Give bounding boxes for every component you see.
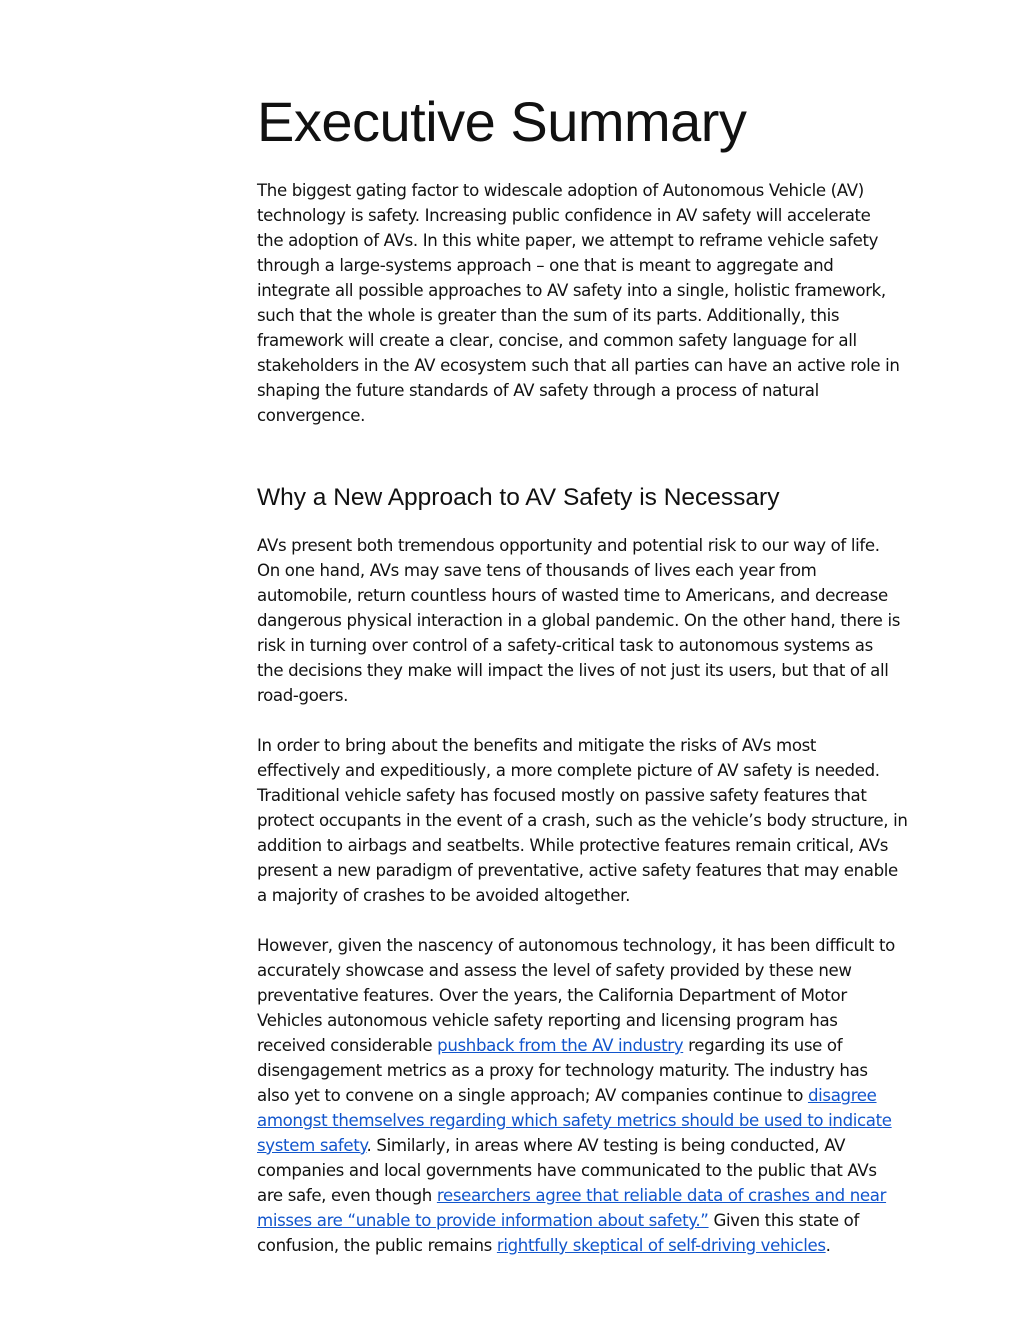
text-line: automobile, return countless hours of wasted time to Americans, and decrease (257, 586, 888, 605)
text-line: AVs present both tremendous opportunity and potential risk to our way of life. (257, 536, 880, 555)
body-paragraph-nascency (257, 933, 895, 1258)
text-line: the adoption of AVs. In this white paper, we attempt to reframe vehicle safety (257, 231, 879, 250)
text-line: In order to bring about the benefits and mitigate the risks of AVs most (257, 736, 817, 755)
text-line: Traditional vehicle safety has focused mostly on passive safety features that (257, 786, 867, 805)
link-disagree-safety-metrics[interactable]: system safety (257, 1136, 367, 1155)
text-line: such that the whole is greater than the sum of its parts. Additionally, this (257, 306, 840, 325)
text-fragment: Given this state of (708, 1211, 859, 1230)
text-line: The biggest gating factor to widescale adoption of Autonomous Vehicle (AV) (257, 181, 864, 200)
text-line: framework will create a clear, concise, and common safety language for all (257, 331, 857, 350)
text-line: the decisions they make will impact the lives of not just its users, but that of all (257, 661, 889, 680)
text-line: risk in turning over control of a safety-critical task to autonomous systems as (257, 636, 873, 655)
text-line: dangerous physical interaction in a global pandemic. On the other hand, there is (257, 611, 901, 630)
text-fragment: also yet to convene on a single approach; AV companies continue to (257, 1086, 808, 1105)
text-line: companies and local governments have communicated to the public that AVs (257, 1161, 877, 1180)
text-line: effectively and expeditiously, a more complete picture of AV safety is needed. (257, 761, 880, 780)
text-line (257, 1183, 895, 1208)
text-line: addition to airbags and seatbelts. While protective features remain critical, AVs (257, 836, 888, 855)
text-fragment: . Similarly, in areas where AV testing is being conducted, AV (366, 1136, 846, 1155)
link-researchers-agree[interactable]: misses are “unable to provide information about safety.” (257, 1211, 709, 1230)
link-pushback-from-av-industry[interactable]: pushback from the AV industry (437, 1036, 684, 1055)
text-fragment: received considerable (257, 1036, 438, 1055)
link-disagree-safety-metrics[interactable]: amongst themselves regarding which safety metrics should be used to indicate (257, 1111, 892, 1130)
body-paragraph-opportunity (257, 533, 900, 708)
text-line: road-goers. (257, 686, 349, 705)
text-line: Vehicles autonomous vehicle safety reporting and licensing program has (257, 1011, 838, 1030)
text-fragment: . (825, 1236, 831, 1255)
text-line: stakeholders in the AV ecosystem such that all parties can have an active role in (257, 356, 900, 375)
text-line (257, 1108, 895, 1133)
text-line: present a new paradigm of preventative, active safety features that may enable (257, 861, 898, 880)
text-line (257, 1233, 895, 1258)
section-heading: Why a New Approach to AV Safety is Necessary (257, 484, 780, 511)
text-line (257, 1083, 895, 1108)
page-title: Executive Summary (257, 90, 747, 153)
text-line: shaping the future standards of AV safety through a process of natural (257, 381, 819, 400)
text-line (257, 1208, 895, 1233)
text-line: integrate all possible approaches to AV safety into a single, holistic framework, (257, 281, 886, 300)
text-fragment: regarding its use of (683, 1036, 843, 1055)
text-line: On one hand, AVs may save tens of thousands of lives each year from (257, 561, 817, 580)
summary-paragraph (257, 178, 900, 428)
link-researchers-agree[interactable]: researchers agree that reliable data of crashes and near (436, 1186, 887, 1205)
text-fragment: confusion, the public remains (257, 1236, 497, 1255)
text-line: disengagement metrics as a proxy for technology maturity. The industry has (257, 1061, 868, 1080)
text-line: through a large-systems approach – one that is meant to aggregate and (257, 256, 834, 275)
text-line: protect occupants in the event of a crash, such as the vehicle’s body structure, in (257, 811, 908, 830)
text-line: accurately showcase and assess the level of safety provided by these new (257, 961, 852, 980)
link-disagree-safety-metrics[interactable]: disagree (807, 1086, 877, 1105)
text-line: However, given the nascency of autonomous technology, it has been difficult to (257, 936, 895, 955)
text-fragment: are safe, even though (257, 1186, 437, 1205)
text-line: a majority of crashes to be avoided altogether. (257, 886, 631, 905)
body-paragraph-complete-picture (257, 733, 908, 908)
text-line: technology is safety. Increasing public confidence in AV safety will accelerate (257, 206, 871, 225)
text-line: preventative features. Over the years, the California Department of Motor (257, 986, 847, 1005)
text-line (257, 1133, 895, 1158)
text-line: convergence. (257, 406, 366, 425)
text-line (257, 1033, 895, 1058)
link-rightfully-skeptical[interactable]: rightfully skeptical of self-driving vehicles (496, 1236, 826, 1255)
